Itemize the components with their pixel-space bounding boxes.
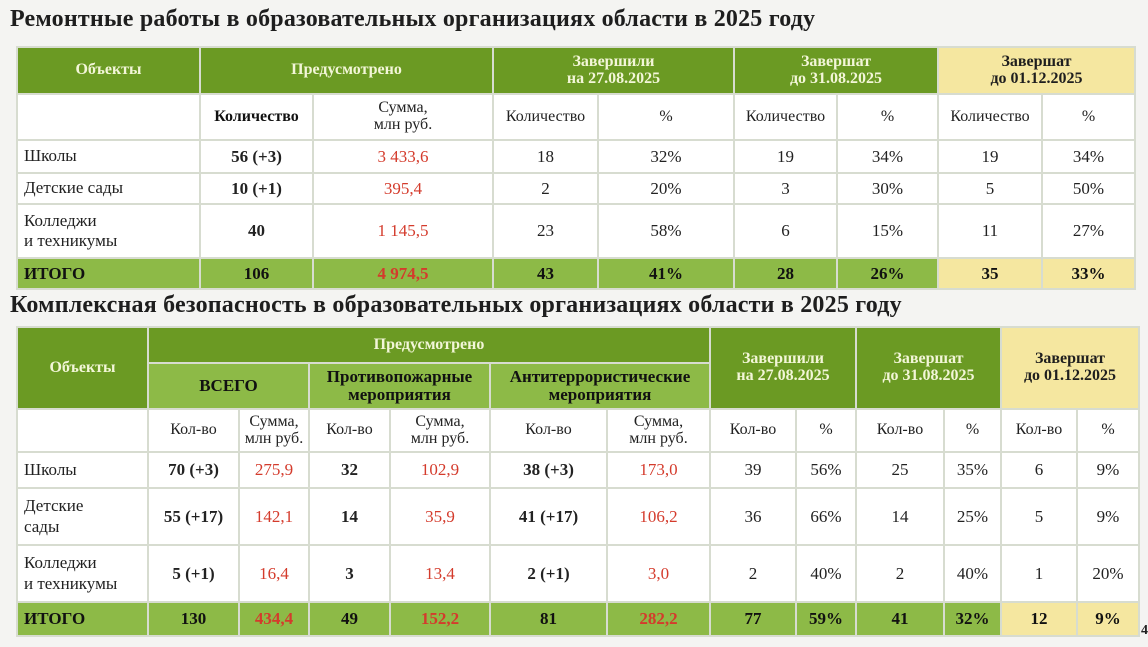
- cell-anti-qty: 41 (+17): [490, 488, 607, 545]
- header-completed-line1: Завершили: [572, 52, 655, 70]
- total-dec-qty: 12: [1001, 602, 1077, 636]
- total-aug-qty: 28: [734, 258, 837, 289]
- cell-anti-qty: 2 (+1): [490, 545, 607, 602]
- subheader-sum-line2: млн руб.: [410, 429, 470, 447]
- subheader-fire-qty: Кол-во: [309, 409, 390, 452]
- cell-done-pct: 20%: [598, 173, 734, 204]
- cell-aug-pct: 15%: [837, 204, 938, 258]
- total-done-pct: 41%: [598, 258, 734, 289]
- cell-fire-sum: 102,9: [390, 452, 490, 488]
- cell-dec-pct: 34%: [1042, 140, 1135, 173]
- header-completed-line2: на 27.08.2025: [736, 367, 830, 384]
- cell-anti-sum: 3,0: [607, 545, 710, 602]
- subheader-aug-pct: %: [944, 409, 1001, 452]
- cell-aug-pct: 30%: [837, 173, 938, 204]
- total-dec-pct: 33%: [1042, 258, 1135, 289]
- subheader-anti-qty: Кол-во: [490, 409, 607, 452]
- header-complete-dec-line1: Завершат: [1034, 350, 1106, 368]
- total-row: [17, 258, 1135, 289]
- subheader-dec-pct: %: [1077, 409, 1139, 452]
- header-complete-dec-line2: до 01.12.2025: [1023, 367, 1117, 384]
- total-aug-pct: 26%: [837, 258, 938, 289]
- table-row: [17, 488, 1139, 545]
- cell-aug-qty: 19: [734, 140, 837, 173]
- cell-dec-qty: 6: [1001, 452, 1077, 488]
- subheader-dec-qty: Кол-во: [1001, 409, 1077, 452]
- total-fire-qty: 49: [309, 602, 390, 636]
- cell-aug-pct: 34%: [837, 140, 938, 173]
- subheader-sum: [313, 94, 493, 140]
- cell-fire-qty: 32: [309, 452, 390, 488]
- cell-done-qty: 36: [710, 488, 796, 545]
- cell-fire-qty: 14: [309, 488, 390, 545]
- cell-done-pct: 58%: [598, 204, 734, 258]
- subheader-total-qty: Кол-во: [148, 409, 239, 452]
- row-name-line1: Колледжи: [24, 553, 97, 573]
- header-completed: [493, 47, 734, 94]
- cell-done-pct: 40%: [796, 545, 856, 602]
- cell-done-qty: 2: [710, 545, 796, 602]
- cell-sum: 1 145,5: [313, 204, 493, 258]
- cell-done-qty: 39: [710, 452, 796, 488]
- subheader-sum-line1: Сумма,: [633, 412, 684, 430]
- header-fire-line1: Противопожарные: [326, 367, 473, 387]
- row-name-line1: Детские сады: [24, 178, 124, 198]
- total-fire-sum: 152,2: [390, 602, 490, 636]
- row-name-line2: сады: [24, 516, 60, 536]
- header-complete-aug-line1: Завершат: [800, 52, 872, 70]
- cell-total-sum: 16,4: [239, 545, 309, 602]
- cell-anti-sum: 106,2: [607, 488, 710, 545]
- cell-anti-sum: 173,0: [607, 452, 710, 488]
- cell-dec-qty: 19: [938, 140, 1042, 173]
- cell-sum: 395,4: [313, 173, 493, 204]
- total-anti-qty: 81: [490, 602, 607, 636]
- subheader-fire-sum: [390, 409, 490, 452]
- header-fire-line2: мероприятия: [348, 385, 451, 404]
- cell-dec-qty: 5: [938, 173, 1042, 204]
- total-label: ИТОГО: [17, 258, 200, 289]
- row-name: [17, 140, 200, 173]
- total-dec-qty: 35: [938, 258, 1042, 289]
- row-name-line1: Детские: [24, 496, 84, 516]
- total-anti-sum: 282,2: [607, 602, 710, 636]
- cell-fire-qty: 3: [309, 545, 390, 602]
- subheader-aug-qty: Количество: [734, 94, 837, 140]
- page-number: 4: [1141, 623, 1148, 638]
- cell-done-qty: 23: [493, 204, 598, 258]
- header-planned: Предусмотрено: [148, 327, 710, 363]
- table-row: [17, 140, 1135, 173]
- cell-done-qty: 18: [493, 140, 598, 173]
- header-fire: [309, 363, 490, 409]
- repair-works-table: [16, 46, 1136, 290]
- total-aug-qty: 41: [856, 602, 944, 636]
- subheader-sum-line1: Сумма,: [378, 99, 428, 117]
- complex-security-table: [16, 326, 1140, 637]
- header-complete-dec-line2: до 01.12.2025: [990, 69, 1083, 87]
- total-dec-pct: 9%: [1077, 602, 1139, 636]
- row-name-line2: и техникумы: [24, 231, 118, 250]
- header-completed: [710, 327, 856, 409]
- total-qty: 106: [200, 258, 313, 289]
- cell-total-qty: 5 (+1): [148, 545, 239, 602]
- cell-dec-pct: 50%: [1042, 173, 1135, 204]
- subheader-empty: [17, 409, 148, 452]
- row-name: [17, 488, 148, 545]
- cell-dec-qty: 11: [938, 204, 1042, 258]
- cell-done-pct: 56%: [796, 452, 856, 488]
- subheader-done-qty: Количество: [493, 94, 598, 140]
- header-complete-dec: [1001, 327, 1139, 409]
- header-complete-aug: [856, 327, 1001, 409]
- cell-total-qty: 55 (+17): [148, 488, 239, 545]
- header-objects: Объекты: [17, 327, 148, 409]
- header-antiterror: [490, 363, 710, 409]
- cell-aug-qty: 6: [734, 204, 837, 258]
- cell-aug-qty: 2: [856, 545, 944, 602]
- subheader-empty: [17, 94, 200, 140]
- subheader-dec-qty: Количество: [938, 94, 1042, 140]
- cell-aug-qty: 25: [856, 452, 944, 488]
- cell-dec-qty: 5: [1001, 488, 1077, 545]
- row-name: [17, 173, 200, 204]
- cell-total-qty: 70 (+3): [148, 452, 239, 488]
- cell-aug-pct: 35%: [944, 452, 1001, 488]
- row-name-line1: Колледжи: [24, 210, 97, 230]
- total-done-qty: 77: [710, 602, 796, 636]
- cell-dec-pct: 9%: [1077, 452, 1139, 488]
- subheader-dec-pct: %: [1042, 94, 1135, 140]
- cell-qty: 10 (+1): [200, 173, 313, 204]
- total-done-qty: 43: [493, 258, 598, 289]
- total-all-sum: 434,4: [239, 602, 309, 636]
- cell-dec-pct: 20%: [1077, 545, 1139, 602]
- subheader-done-pct: %: [598, 94, 734, 140]
- header-complete-aug: [734, 47, 938, 94]
- subheader-done-pct: %: [796, 409, 856, 452]
- cell-aug-pct: 40%: [944, 545, 1001, 602]
- cell-done-pct: 32%: [598, 140, 734, 173]
- row-name-line2: и техникумы: [24, 573, 118, 593]
- cell-aug-qty: 3: [734, 173, 837, 204]
- subheader-quantity: Количество: [200, 94, 313, 140]
- table2-title: Комплексная безопасность в образовательных организациях области в 2025 году: [10, 292, 902, 318]
- header-complete-aug-line1: Завершат: [893, 350, 964, 368]
- cell-done-qty: 2: [493, 173, 598, 204]
- cell-aug-qty: 14: [856, 488, 944, 545]
- cell-dec-pct: 9%: [1077, 488, 1139, 545]
- header-total: ВСЕГО: [148, 363, 309, 409]
- row-name: [17, 545, 148, 602]
- total-label: ИТОГО: [17, 602, 148, 636]
- total-all-qty: 130: [148, 602, 239, 636]
- cell-fire-sum: 13,4: [390, 545, 490, 602]
- table1-title: Ремонтные работы в образовательных организациях области в 2025 году: [10, 6, 816, 32]
- cell-sum: 3 433,6: [313, 140, 493, 173]
- subheader-total-sum: [239, 409, 309, 452]
- header-antiterror-line2: мероприятия: [548, 385, 652, 404]
- row-name: [17, 452, 148, 488]
- header-complete-aug-line2: до 31.08.2025: [789, 69, 883, 87]
- table-row: [17, 545, 1139, 602]
- cell-aug-pct: 25%: [944, 488, 1001, 545]
- row-name-line1: Школы: [24, 459, 77, 479]
- table-row: [17, 173, 1135, 204]
- cell-qty: 40: [200, 204, 313, 258]
- header-planned: Предусмотрено: [200, 47, 493, 94]
- subheader-sum-line2: млн руб.: [373, 116, 433, 133]
- header-complete-dec: [938, 47, 1135, 94]
- cell-total-sum: 142,1: [239, 488, 309, 545]
- table-row: [17, 452, 1139, 488]
- cell-qty: 56 (+3): [200, 140, 313, 173]
- cell-dec-pct: 27%: [1042, 204, 1135, 258]
- subheader-done-qty: Кол-во: [710, 409, 796, 452]
- subheader-anti-sum: [607, 409, 710, 452]
- header-antiterror-line1: Антитеррористические: [509, 367, 691, 387]
- subheader-aug-qty: Кол-во: [856, 409, 944, 452]
- subheader-sum-line2: млн руб.: [629, 429, 688, 447]
- row-name-line1: Школы: [24, 146, 77, 166]
- subheader-sum-line2: млн руб.: [244, 429, 304, 447]
- cell-dec-qty: 1: [1001, 545, 1077, 602]
- header-objects: Объекты: [17, 47, 200, 94]
- header-complete-aug-line2: до 31.08.2025: [882, 367, 975, 384]
- row-name: [17, 204, 200, 258]
- header-completed-line1: Завершили: [741, 350, 824, 368]
- cell-fire-sum: 35,9: [390, 488, 490, 545]
- subheader-sum-line1: Сумма,: [249, 412, 299, 430]
- cell-total-sum: 275,9: [239, 452, 309, 488]
- total-aug-pct: 32%: [944, 602, 1001, 636]
- total-sum: 4 974,5: [313, 258, 493, 289]
- cell-anti-qty: 38 (+3): [490, 452, 607, 488]
- cell-done-pct: 66%: [796, 488, 856, 545]
- header-complete-dec-line1: Завершат: [1001, 52, 1072, 70]
- header-completed-line2: на 27.08.2025: [566, 69, 661, 87]
- total-row: [17, 602, 1139, 636]
- subheader-aug-pct: %: [837, 94, 938, 140]
- total-done-pct: 59%: [796, 602, 856, 636]
- subheader-sum-line1: Сумма,: [415, 412, 465, 430]
- table-row: [17, 204, 1135, 258]
